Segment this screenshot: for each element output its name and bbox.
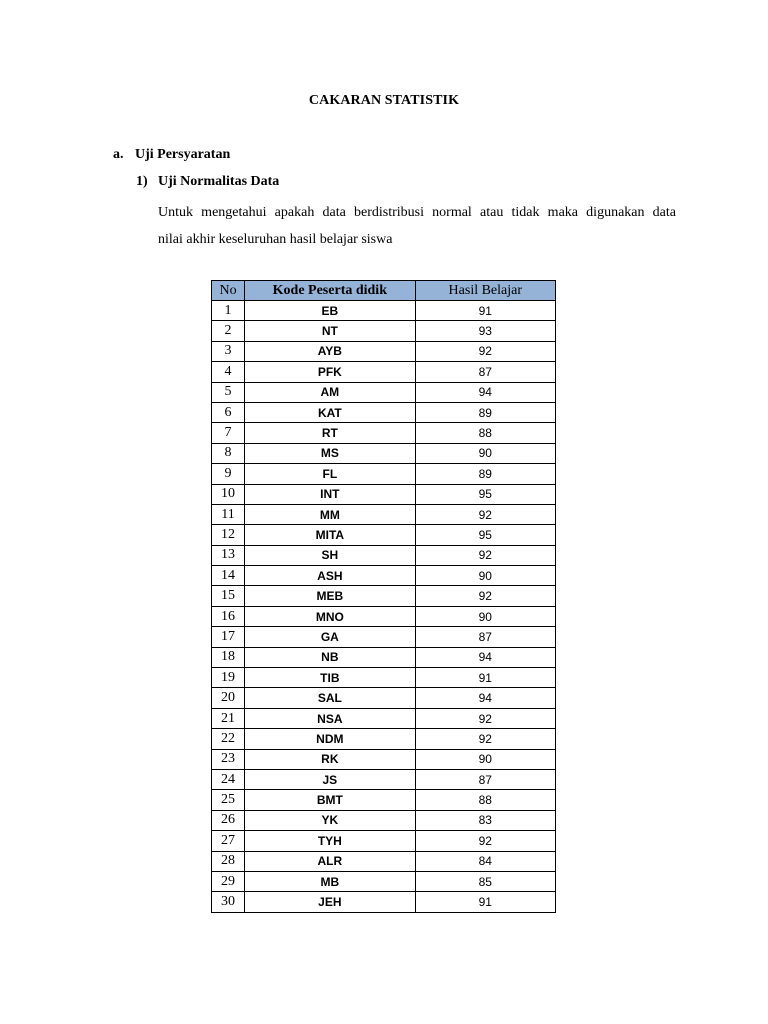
- table-row: [212, 729, 556, 749]
- cell-no: 12: [212, 525, 245, 545]
- cell-kode-peserta: RK: [245, 749, 415, 769]
- cell-no: 23: [212, 749, 245, 769]
- cell-kode-peserta: AM: [245, 382, 415, 402]
- cell-kode-peserta: GA: [245, 627, 415, 647]
- cell-no: 7: [212, 423, 245, 443]
- cell-no: 29: [212, 871, 245, 891]
- cell-kode-peserta: MS: [245, 443, 415, 463]
- table-row: [212, 606, 556, 626]
- cell-hasil-belajar: 92: [415, 504, 555, 524]
- cell-kode-peserta: FL: [245, 464, 415, 484]
- table-row: [212, 382, 556, 402]
- cell-no: 15: [212, 586, 245, 606]
- cell-hasil-belajar: 87: [415, 627, 555, 647]
- table-row: [212, 647, 556, 667]
- cell-hasil-belajar: 90: [415, 606, 555, 626]
- table-row: [212, 668, 556, 688]
- table-row: [212, 566, 556, 586]
- table-row: [212, 402, 556, 422]
- cell-no: 1: [212, 301, 245, 321]
- cell-kode-peserta: INT: [245, 484, 415, 504]
- header-kode-peserta: Kode Peserta didik: [245, 281, 415, 301]
- table-row: [212, 545, 556, 565]
- table-row: [212, 464, 556, 484]
- table-row: [212, 484, 556, 504]
- cell-kode-peserta: NDM: [245, 729, 415, 749]
- table-row: [212, 586, 556, 606]
- cell-no: 4: [212, 362, 245, 382]
- cell-hasil-belajar: 90: [415, 749, 555, 769]
- table-row: [212, 892, 556, 912]
- cell-no: 5: [212, 382, 245, 402]
- cell-hasil-belajar: 90: [415, 443, 555, 463]
- cell-no: 9: [212, 464, 245, 484]
- cell-kode-peserta: MNO: [245, 606, 415, 626]
- cell-no: 25: [212, 790, 245, 810]
- cell-kode-peserta: YK: [245, 810, 415, 830]
- cell-kode-peserta: TIB: [245, 668, 415, 688]
- section-marker: a.: [113, 147, 124, 162]
- cell-hasil-belajar: 92: [415, 708, 555, 728]
- subsection-label: Uji Normalitas Data: [158, 174, 280, 189]
- cell-hasil-belajar: 89: [415, 402, 555, 422]
- cell-no: 3: [212, 341, 245, 361]
- cell-hasil-belajar: 90: [415, 566, 555, 586]
- cell-hasil-belajar: 94: [415, 647, 555, 667]
- table-header-row: [212, 281, 556, 301]
- header-no: No: [212, 281, 245, 301]
- cell-no: 20: [212, 688, 245, 708]
- cell-kode-peserta: TYH: [245, 831, 415, 851]
- subsection-marker: 1): [136, 174, 148, 189]
- cell-kode-peserta: MEB: [245, 586, 415, 606]
- results-table: [211, 280, 556, 913]
- cell-hasil-belajar: 89: [415, 464, 555, 484]
- table-row: [212, 504, 556, 524]
- subsection-heading-uji-normalitas: [136, 174, 279, 190]
- table-row: [212, 688, 556, 708]
- cell-hasil-belajar: 85: [415, 871, 555, 891]
- cell-hasil-belajar: 93: [415, 321, 555, 341]
- cell-kode-peserta: JS: [245, 769, 415, 789]
- table-row: [212, 790, 556, 810]
- cell-hasil-belajar: 87: [415, 769, 555, 789]
- paragraph-line-1: Untuk mengetahui apakah data berdistribusi normal atau tidak maka digunakan data: [158, 205, 676, 220]
- cell-kode-peserta: AYB: [245, 341, 415, 361]
- table-row: [212, 831, 556, 851]
- cell-no: 16: [212, 606, 245, 626]
- table-row: [212, 627, 556, 647]
- cell-hasil-belajar: 87: [415, 362, 555, 382]
- cell-kode-peserta: EB: [245, 301, 415, 321]
- cell-kode-peserta: KAT: [245, 402, 415, 422]
- page-title: CAKARAN STATISTIK: [308, 93, 460, 108]
- table-row: [212, 443, 556, 463]
- cell-hasil-belajar: 92: [415, 831, 555, 851]
- cell-kode-peserta: MB: [245, 871, 415, 891]
- table-row: [212, 341, 556, 361]
- cell-hasil-belajar: 84: [415, 851, 555, 871]
- table-row: [212, 769, 556, 789]
- table-row: [212, 708, 556, 728]
- cell-no: 27: [212, 831, 245, 851]
- cell-kode-peserta: JEH: [245, 892, 415, 912]
- cell-no: 22: [212, 729, 245, 749]
- cell-no: 17: [212, 627, 245, 647]
- cell-no: 8: [212, 443, 245, 463]
- table-row: [212, 871, 556, 891]
- paragraph-line-2: nilai akhir keseluruhan hasil belajar siswa: [158, 232, 393, 247]
- cell-no: 24: [212, 769, 245, 789]
- table-row: [212, 525, 556, 545]
- cell-hasil-belajar: 94: [415, 688, 555, 708]
- cell-hasil-belajar: 95: [415, 525, 555, 545]
- table-row: [212, 301, 556, 321]
- cell-no: 14: [212, 566, 245, 586]
- cell-hasil-belajar: 88: [415, 790, 555, 810]
- cell-kode-peserta: ALR: [245, 851, 415, 871]
- cell-kode-peserta: BMT: [245, 790, 415, 810]
- cell-hasil-belajar: 91: [415, 301, 555, 321]
- table-row: [212, 851, 556, 871]
- table-row: [212, 321, 556, 341]
- cell-kode-peserta: PFK: [245, 362, 415, 382]
- cell-hasil-belajar: 92: [415, 586, 555, 606]
- cell-kode-peserta: ASH: [245, 566, 415, 586]
- cell-hasil-belajar: 92: [415, 545, 555, 565]
- section-label: Uji Persyaratan: [135, 147, 231, 162]
- cell-hasil-belajar: 83: [415, 810, 555, 830]
- section-heading-uji-persyaratan: [113, 147, 230, 163]
- cell-no: 6: [212, 402, 245, 422]
- table-row: [212, 810, 556, 830]
- cell-hasil-belajar: 88: [415, 423, 555, 443]
- cell-no: 10: [212, 484, 245, 504]
- cell-kode-peserta: SH: [245, 545, 415, 565]
- cell-kode-peserta: RT: [245, 423, 415, 443]
- cell-hasil-belajar: 95: [415, 484, 555, 504]
- cell-no: 19: [212, 668, 245, 688]
- cell-kode-peserta: SAL: [245, 688, 415, 708]
- cell-no: 2: [212, 321, 245, 341]
- cell-kode-peserta: NT: [245, 321, 415, 341]
- cell-no: 21: [212, 708, 245, 728]
- table-row: [212, 362, 556, 382]
- cell-no: 28: [212, 851, 245, 871]
- header-hasil-belajar: Hasil Belajar: [415, 281, 555, 301]
- cell-hasil-belajar: 91: [415, 668, 555, 688]
- table-body: [212, 301, 556, 913]
- cell-hasil-belajar: 92: [415, 729, 555, 749]
- table-row: [212, 749, 556, 769]
- cell-hasil-belajar: 94: [415, 382, 555, 402]
- cell-hasil-belajar: 92: [415, 341, 555, 361]
- cell-kode-peserta: MM: [245, 504, 415, 524]
- body-paragraph: [158, 199, 676, 253]
- cell-no: 13: [212, 545, 245, 565]
- cell-no: 30: [212, 892, 245, 912]
- table-row: [212, 423, 556, 443]
- cell-no: 11: [212, 504, 245, 524]
- cell-kode-peserta: NSA: [245, 708, 415, 728]
- cell-no: 26: [212, 810, 245, 830]
- cell-no: 18: [212, 647, 245, 667]
- cell-hasil-belajar: 91: [415, 892, 555, 912]
- cell-kode-peserta: MITA: [245, 525, 415, 545]
- cell-kode-peserta: NB: [245, 647, 415, 667]
